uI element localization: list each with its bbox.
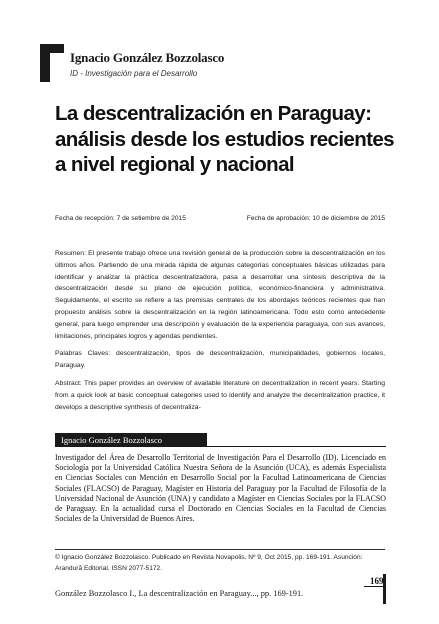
author-box-name: Ignacio González Bozzolasco bbox=[55, 433, 207, 447]
received-date: Fecha de recepción: 7 de setiembre de 2015 bbox=[55, 215, 186, 222]
keywords-paragraph: Palabras Claves: descentralización, tipos de descentralización, municipalidades, gobiernos locales, Paraguay. bbox=[55, 350, 385, 370]
running-footer: González Bozzolasco I., La descentralización en Paraguay..., pp. 169-191. bbox=[55, 589, 304, 598]
resumen-paragraph: Resumen: El presente trabajo ofrece una revisión general de la producción sobre la descentralización en los últimos años. Partiendo de una mirada rápida de algunas categorías conceptuales básicas utilizadas para identificar y analizar la práctica descentralizadora, pasa a desarrollar una síntesis descriptiva de la descentralización desde su plano de ejecución política, económico-financiera y administrativa. Seguidamente, el escrito se refiere a las premisas centrales de los abordajes teóricos recientes que han propuesto análisis sobre la descentralización en la región latinoamericana. Todo esto como antecedente general, para luego emprender una descripción y evaluación de la experiencia paraguaya, con sus avances, limitaciones, principales logros y agendas pendientes. bbox=[55, 250, 385, 340]
header-author: Ignacio González Bozzolasco bbox=[70, 50, 225, 65]
corner-mark-horizontal bbox=[40, 44, 64, 53]
page-corner-rule bbox=[364, 586, 386, 587]
dates-line bbox=[55, 215, 385, 222]
author-box-rule bbox=[55, 446, 386, 447]
header-affiliation: ID - Investigación para el Desarrollo bbox=[70, 69, 198, 78]
abstract-block bbox=[55, 248, 385, 419]
article-title: La descentralización en Paraguay: análisis desde los estudios recientes a nivel regional y nacional bbox=[55, 102, 394, 176]
abstract-paragraph: Abstract: This paper provides an overview of available literature on decentralization in recent years. Starting from a quick look at basic conceptual categories used to identify and analyze the decentralization practice, it develops a descriptive synthesis of decentraliza- bbox=[55, 379, 385, 411]
citation-divider bbox=[55, 549, 385, 550]
citation-note: © Ignacio González Bozzolasco. Publicado en Revista Novapolis. Nº 9, Oct 2015, pp. 169-191. Asunción: Arandurã Editorial. ISSN 2077-5172. bbox=[55, 554, 363, 572]
author-box bbox=[55, 433, 386, 524]
author-bio: Investigador del Área de Desarrollo Territorial de Investigación Para el Desarrollo (ID). Licenciado en Sociología por la Universidad Católica Nuestra Señora de la Asunción (UCA), es además Especialista en Ciencias Sociales con Mención en Desarrollo Social por la Facultad Latinoamericana de Ciencias Sociales (FLACSO) de Paraguay, Magíster en Historia del Paraguay por la Facultad de Filosofía de la Universidad Nacional de Asunción (UNA) y candidato a Magíster en Ciencias Sociales por la FLACSO de Paraguay. En la actualidad cursa el Doctorado en Ciencias Sociales en la Facultad de Ciencias Sociales de la Universidad de Buenos Aires. bbox=[55, 453, 386, 524]
approved-date: Fecha de aprobación: 10 de diciembre de 2015 bbox=[246, 215, 385, 222]
page-number: 169 bbox=[370, 576, 384, 586]
